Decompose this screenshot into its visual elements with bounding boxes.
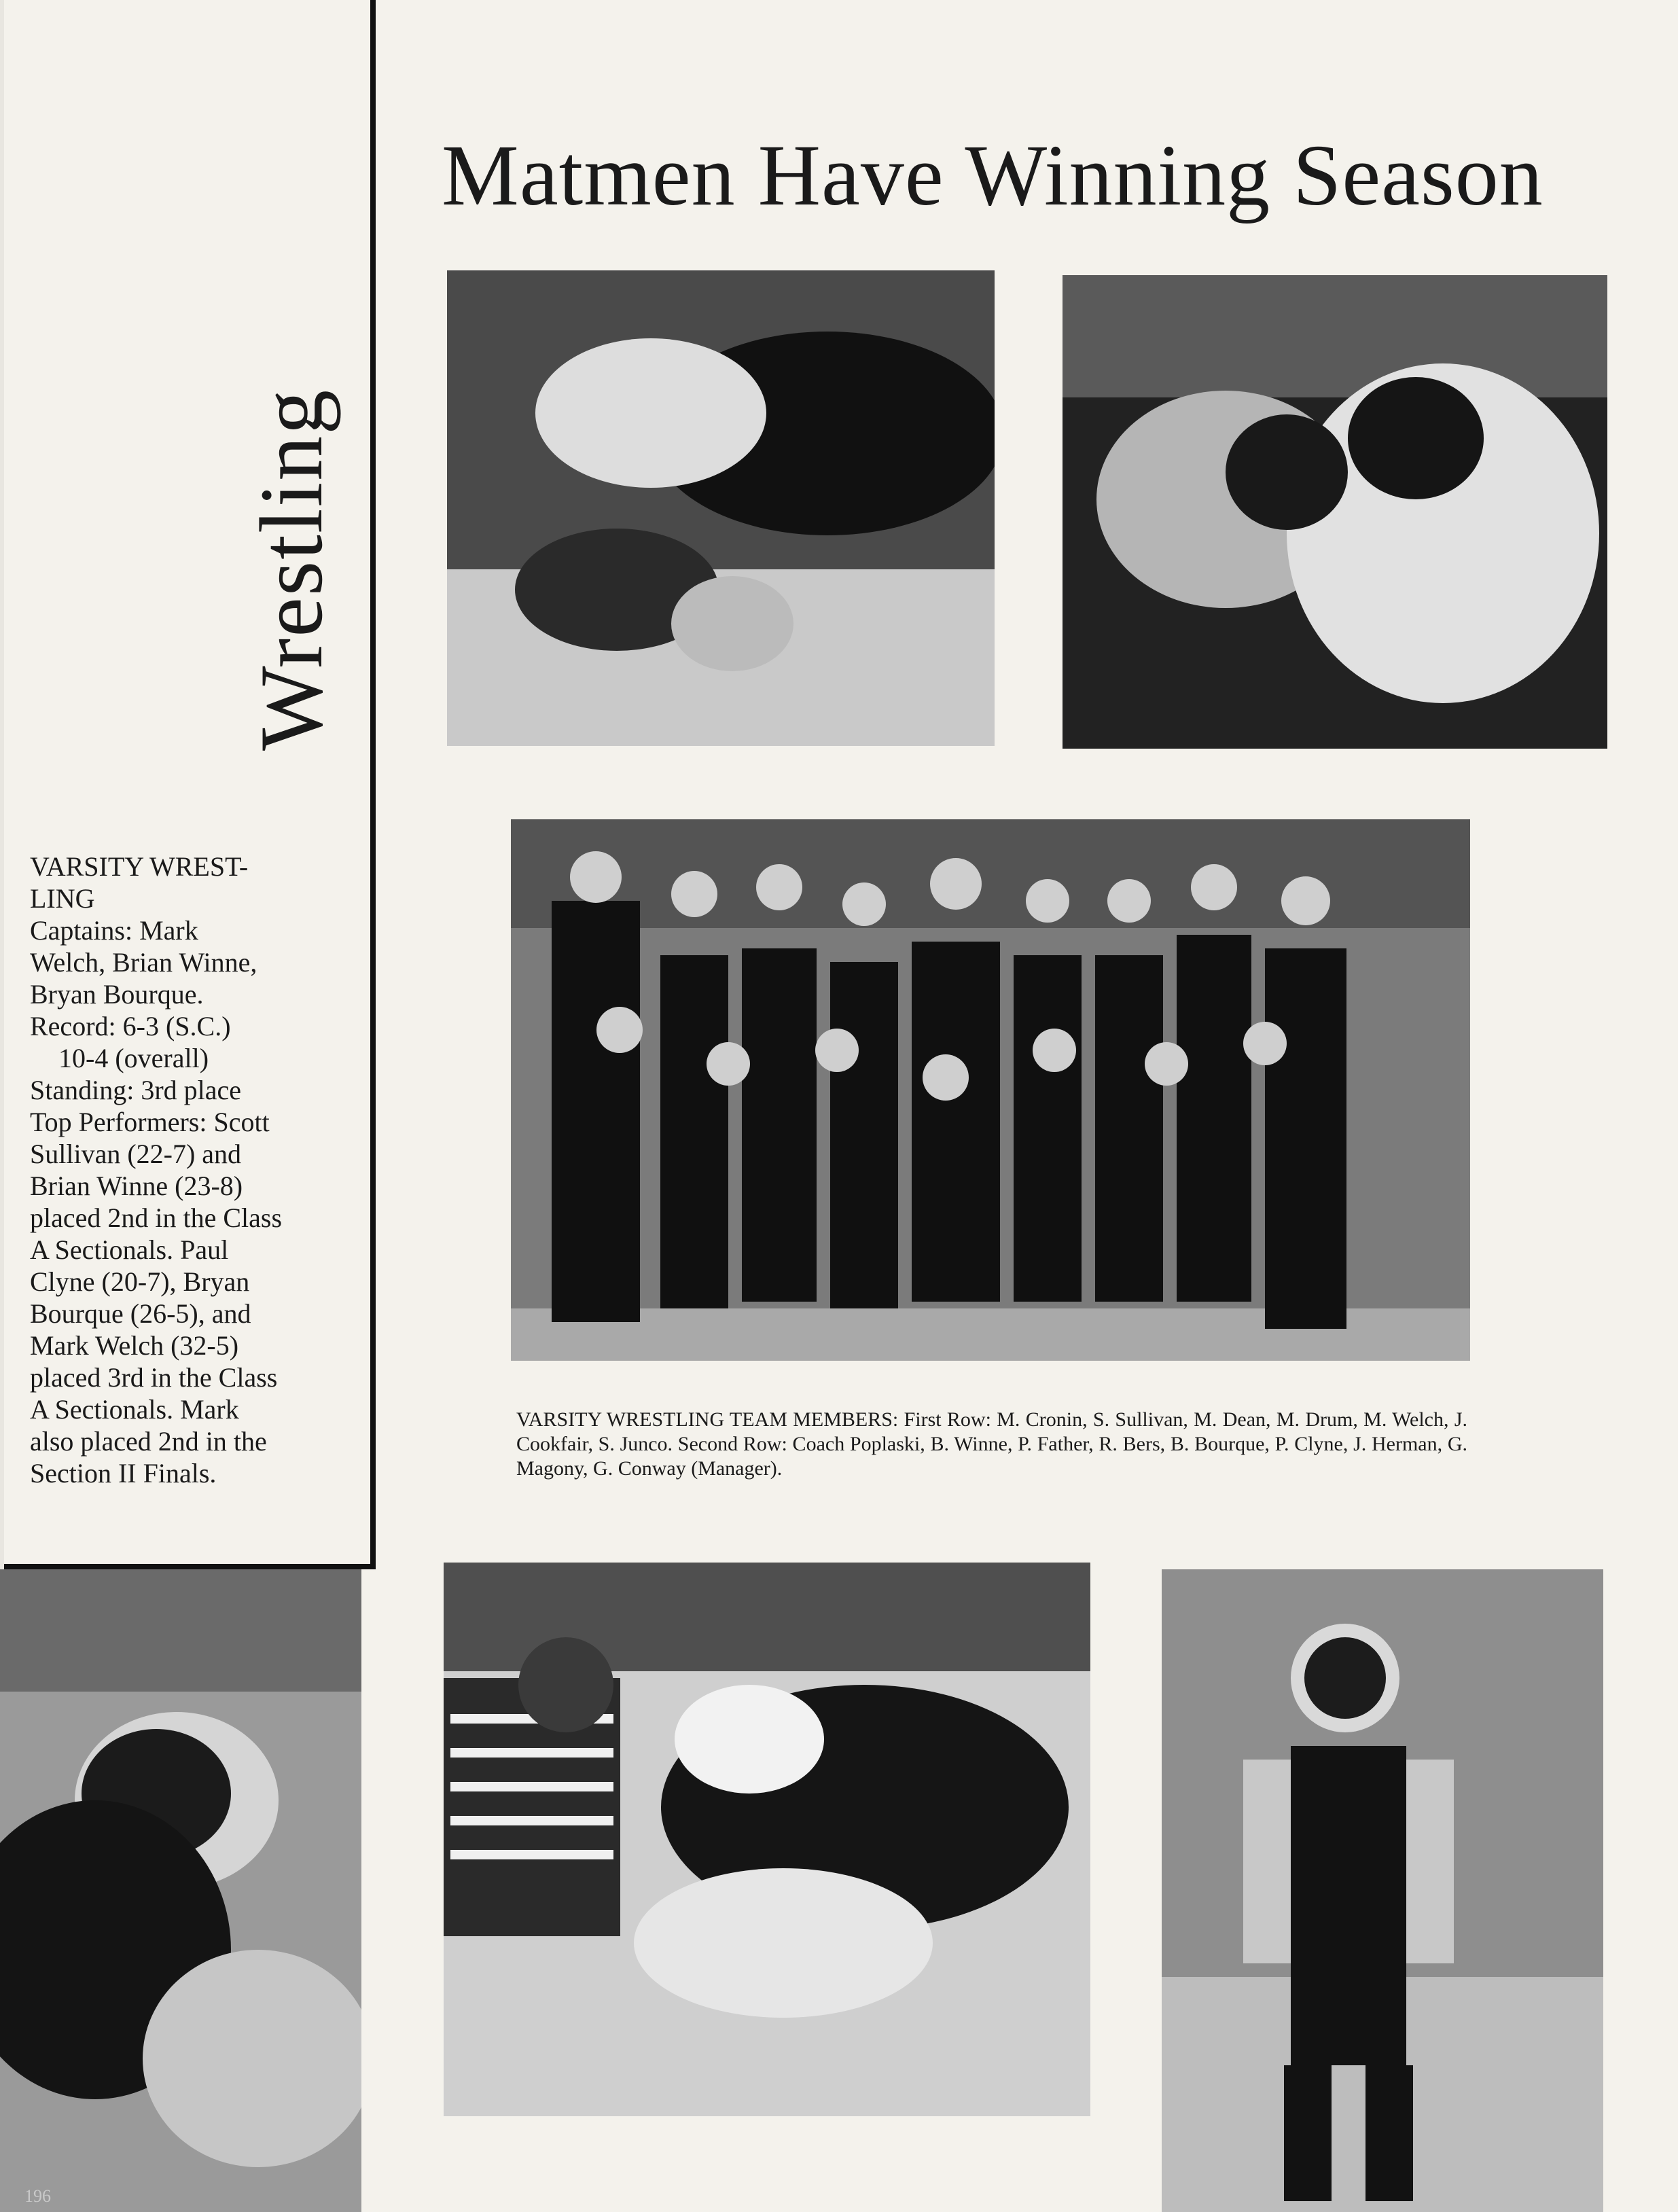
stats-line: placed 3rd in the Class xyxy=(30,1362,278,1393)
stats-line: 10-4 (overall) xyxy=(58,1043,209,1073)
page-headline: Matmen Have Winning Season xyxy=(442,127,1543,224)
photo-referee-pin xyxy=(444,1563,1090,2116)
stats-line: Welch, Brian Winne, xyxy=(30,947,257,978)
stats-line: Bryan Bourque. xyxy=(30,979,204,1010)
stats-line: Section II Finals. xyxy=(30,1458,217,1488)
stats-line: Bourque (26-5), and xyxy=(30,1298,251,1329)
stats-line: Top Performers: Scott xyxy=(30,1107,270,1137)
team-caption: VARSITY WRESTLING TEAM MEMBERS: First Row: M. Cronin, S. Sullivan, M. Dean, M. Drum, M. Welch, J. Cookfair, S. Junco. Second Row: Coach Poplaski, B. Winne, P. Father, R. Bers, B. Bourque, P. Clyne, J. Herman, G. Magony, G. Conway (Manager). xyxy=(516,1408,1467,1480)
sidebar-divider xyxy=(370,0,376,1569)
season-stats xyxy=(30,851,349,1489)
photo-wrestler-cradle xyxy=(0,1569,361,2212)
stats-line: A Sectionals. Mark xyxy=(30,1394,239,1425)
photo-wrestlers-takedown xyxy=(447,270,995,746)
stats-line: Standing: 3rd place xyxy=(30,1075,242,1105)
stats-line: placed 2nd in the Class xyxy=(30,1202,283,1233)
stats-line: A Sectionals. Paul xyxy=(30,1234,229,1265)
stats-line: Clyne (20-7), Bryan xyxy=(30,1266,250,1297)
stats-line: VARSITY WREST- xyxy=(30,851,249,882)
stats-line: Record: 6-3 (S.C.) xyxy=(30,1011,231,1041)
stats-line: also placed 2nd in the xyxy=(30,1426,267,1457)
photo-wrestlers-headlock xyxy=(1063,275,1607,749)
stats-line: LING xyxy=(30,883,95,914)
sidebar-bottom-rule xyxy=(0,1564,376,1569)
stats-line: Mark Welch (32-5) xyxy=(30,1330,239,1361)
photo-wrestler-standing xyxy=(1162,1569,1603,2212)
photo-team xyxy=(511,819,1470,1361)
stats-line: Sullivan (22-7) and xyxy=(30,1139,242,1169)
section-title: Wrestling xyxy=(241,388,341,751)
page-number: 196 xyxy=(24,2186,51,2206)
stats-line: Captains: Mark xyxy=(30,915,198,946)
stats-line: Brian Winne (23-8) xyxy=(30,1171,243,1201)
